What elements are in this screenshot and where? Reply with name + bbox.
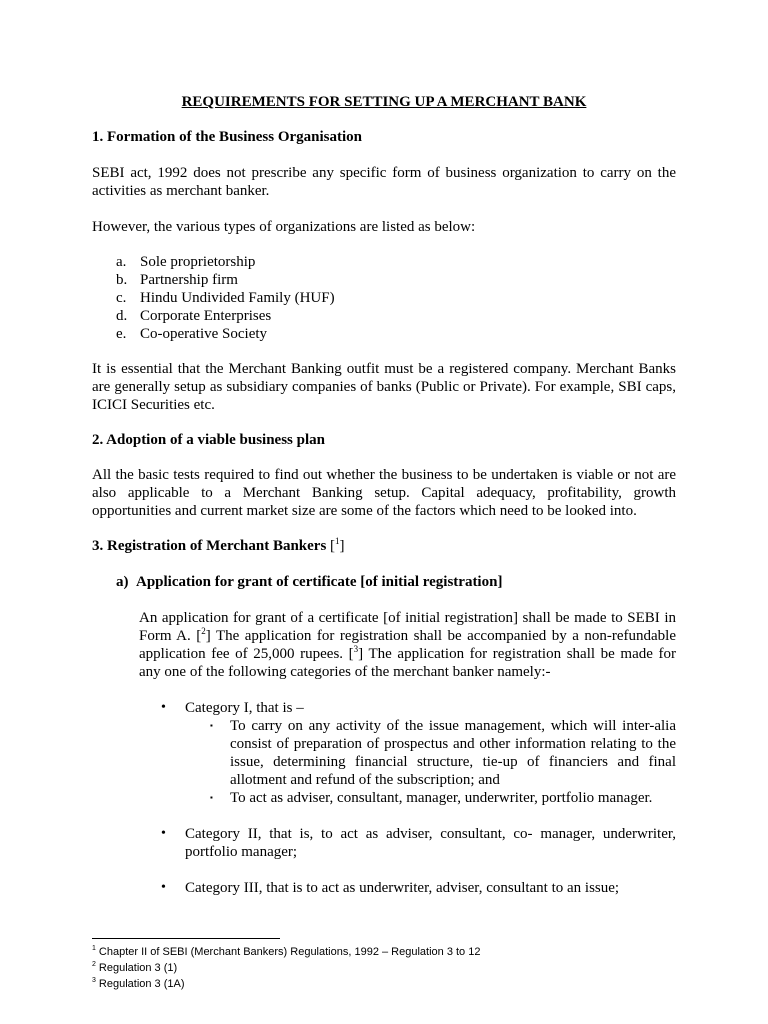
category-2-text: Category II, that is, to act as adviser, consultant, co- manager, underwriter, portfolio manager;: [185, 826, 676, 860]
footnote-number: 3: [92, 977, 96, 985]
list-item-text: Hindu Undivided Family (HUF): [140, 290, 335, 306]
category-3-text: Category III, that is to act as underwriter, adviser, consultant to an issue;: [185, 880, 620, 896]
footnote-ref-2[interactable]: 2: [201, 626, 206, 636]
footnote-number: 2: [92, 961, 96, 969]
list-item-text: Co-operative Society: [140, 326, 268, 342]
ref-bracket-close: ]: [339, 538, 345, 554]
bullet-icon: •: [161, 826, 166, 841]
bullet-icon: •: [161, 700, 166, 715]
list-item-text: Partnership firm: [140, 272, 238, 288]
list-item-text: Sole proprietorship: [140, 254, 256, 270]
section-1-paragraph-3: It is essential that the Merchant Banking outfit must be a registered company. Merchant Banks are generally setup as subsidiary companies of banks (Public or Private). For example, SBI caps, ICICI Securities etc.: [92, 361, 676, 413]
list-item: [116, 253, 616, 271]
list-marker: d.: [116, 308, 128, 324]
footnote-text: Regulation 3 (1A): [98, 978, 185, 990]
footnote-2: [92, 960, 480, 976]
list-item: [116, 307, 616, 325]
subsection-a-paragraph: [139, 609, 676, 681]
para-part-2: ] The application for registration shall be accompanied by a non-refundable application fee of 25,000 rupees. [: [139, 628, 676, 662]
footnote-number: 1: [92, 945, 96, 953]
category-1-subitem-1: [210, 717, 676, 789]
list-item-text: Corporate Enterprises: [140, 308, 272, 324]
document-title: REQUIREMENTS FOR SETTING UP A MERCHANT BANK: [181, 94, 587, 110]
para-part-1: An application for grant of a certificate [of initial registration] shall be made to SEBI in Form A. [: [139, 610, 676, 644]
category-1-subitem-1-text: To carry on any activity of the issue management, which will inter-alia consist of preparation of prospectus and other information relating to the issue, determining financial structure, tie-up of financiers and final allotment and refund of the subscription; and: [230, 718, 676, 788]
list-marker: c.: [116, 290, 127, 306]
subsection-a-heading: a) Application for grant of certificate [of initial registration]: [116, 574, 503, 590]
section-2-heading: 2. Adoption of a viable business plan: [92, 432, 325, 448]
footnote-text: Chapter II of SEBI (Merchant Bankers) Regulations, 1992 – Regulation 3 to 12: [98, 946, 481, 958]
category-2-item: [161, 825, 676, 861]
para-part-3: ] The application for registration shall be made for any one of the following categories of the merchant banker namely:-: [139, 646, 677, 680]
list-marker: a.: [116, 254, 127, 270]
footnote-text: Regulation 3 (1): [98, 962, 178, 974]
list-item: [116, 289, 616, 307]
list-item: [116, 271, 616, 289]
organization-types-list: [116, 253, 616, 343]
section-1-paragraph-1: SEBI act, 1992 does not prescribe any specific form of business organization to carry on the activities as merchant banker.: [92, 165, 676, 199]
section-3-heading-line: [92, 537, 345, 555]
footnotes: [92, 944, 480, 992]
category-1-item: [161, 699, 676, 717]
list-marker: e.: [116, 326, 127, 342]
list-marker: b.: [116, 272, 128, 288]
section-3-heading: 3. Registration of Merchant Bankers: [92, 538, 327, 554]
square-bullet-icon: ▪: [210, 793, 213, 802]
section-2-paragraph-1: All the basic tests required to find out whether the business to be undertaken is viable or not are also applicable to a Merchant Banking setup. Capital adequacy, profitability, growth opportunities and current market size are some of the factors which need to be looked into.: [92, 467, 676, 519]
footnote-1: [92, 944, 480, 960]
footnote-ref-1[interactable]: 1: [335, 536, 340, 546]
footnote-separator: [92, 938, 280, 939]
section-1-heading: 1. Formation of the Business Organisation: [92, 129, 363, 145]
category-1-subitem-2-text: To act as adviser, consultant, manager, underwriter, portfolio manager.: [230, 790, 653, 806]
square-bullet-icon: ▪: [210, 721, 213, 730]
bullet-icon: •: [161, 880, 166, 895]
category-1-text: Category I, that is –: [185, 700, 304, 716]
category-3-item: [161, 879, 676, 897]
ref-bracket-open: [: [326, 538, 336, 554]
category-1-subitem-2: [210, 789, 676, 807]
footnote-ref-3[interactable]: 3: [353, 644, 359, 654]
section-1-paragraph-2: However, the various types of organizations are listed as below:: [92, 219, 476, 235]
list-item: [116, 325, 616, 343]
footnote-3: [92, 976, 480, 992]
